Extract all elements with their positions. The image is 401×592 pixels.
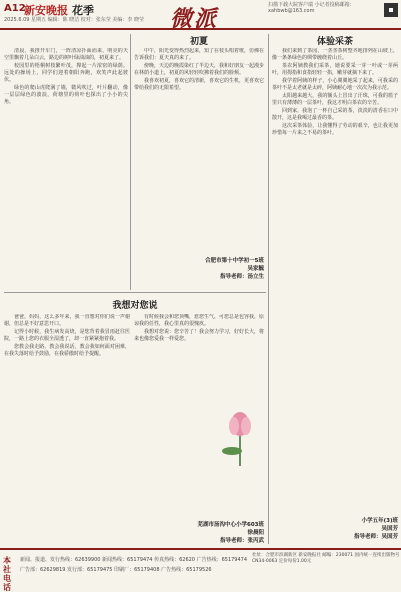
paragraph: 您教会我走路，教会我说话，教会我如何面对困难，在我失落时给予鼓励，在我骄傲时给予提醒。 bbox=[4, 344, 130, 357]
masthead bbox=[0, 0, 401, 30]
article-body bbox=[4, 48, 128, 288]
author-school: 小学五年(3)班 bbox=[361, 518, 398, 524]
article-body bbox=[4, 314, 130, 546]
footer-address: 社址：合肥市滨湖新区 新安晚报社 邮编：230071 国内统一连续出版物号 CN34-0063 定价每份1.00元 bbox=[252, 553, 400, 564]
author-name: 吴家毓 bbox=[247, 266, 264, 272]
author-teacher: 指导老师：张丙武 bbox=[219, 538, 264, 544]
article-title: 初夏 bbox=[189, 37, 208, 47]
footer-hotline: 新闻、报道、发行热线：62639900 新闻热线：65179474 传真热线：62620 广告热线：65179474 bbox=[20, 557, 248, 563]
author-teacher: 指导老师：汤立生 bbox=[219, 274, 264, 280]
paragraph: 校园里的梧桐树枝繁叶茂，撑起一片浓密的绿荫。远处的操场上，同学们迎着朝阳奔跑，欢笑声此起彼伏。 bbox=[4, 63, 128, 83]
footer-label: 本社电话 bbox=[3, 556, 11, 592]
newspaper-name: 新安晚报 bbox=[24, 4, 68, 17]
article-title: 我想对您说 bbox=[112, 301, 158, 311]
paragraph: 绿色的爬山虎爬满了墙，微风吹过，叶片翻动，像一层层绿色的波浪，荷塘里的荷叶也探出了小小的尖角。 bbox=[4, 85, 128, 105]
paragraph: 爸爸，妈妈，这么多年来，我一直想对你们说一声谢谢，但总是不好意思开口。 bbox=[4, 314, 130, 327]
paragraph: 傍晚，天边的晚霞染红了半边天，我和好朋友一起漫步在林荫小道上，初夏的风轻轻吹拂着我们的脸颊。 bbox=[134, 63, 264, 76]
page-number: A12 bbox=[4, 3, 26, 14]
author-school: 合肥市第十中学初一5班 bbox=[205, 258, 264, 264]
section-name: 花季 bbox=[72, 4, 94, 17]
article-title: 体验采茶 bbox=[316, 37, 353, 47]
author-name: 吴国芳 bbox=[381, 526, 398, 532]
article-divider bbox=[4, 292, 266, 293]
footer bbox=[0, 548, 401, 592]
column-divider bbox=[268, 34, 269, 544]
paragraph: 我喜欢初夏，喜欢它的清新，喜欢它的生机，更喜欢它带给我们的无限希望。 bbox=[134, 78, 264, 91]
author-school: 芜湖市汤沟中心小学603班 bbox=[197, 522, 264, 528]
article-body bbox=[272, 48, 398, 508]
paragraph: 清晨，我推开车门，一阵清凉扑面而来，明亮的天空里飘着几朵白云，路边的树叶绿油油的，初夏来了。 bbox=[4, 48, 128, 61]
paragraph: 我想对您说：您辛苦了！我会努力学习，好好长大，将来也像您爱我一样爱您。 bbox=[134, 329, 264, 342]
lotus-illustration-icon bbox=[220, 396, 260, 466]
paragraph: 我们来到了茶园，一垄垄茶树整齐地排列在山坡上，像一条条绿色的绸带缠绕着山丘。 bbox=[272, 48, 398, 61]
paragraph: 记得小时候，我生病发高烧，是您背着我冒雨赶往医院，一路上您的衣服全湿透了，却一直紧紧抱着我。 bbox=[4, 329, 130, 342]
paragraph: 中午，阳光变得热烈起来，知了在枝头唱着歌，仿佛在告诉我们：夏天真的来了。 bbox=[134, 48, 264, 61]
column-logo: 微派 bbox=[170, 6, 219, 32]
download-tip: 扫描下载大皖客户端 小记者投稿邮箱：xahbwb@163.com bbox=[268, 2, 355, 14]
paragraph: 回到家，我泡了一杯自己采的茶，淡淡的清香在口中散开，这是我喝过最香的茶。 bbox=[272, 108, 398, 121]
footer-contacts: 广告部：62629819 发行部：65179475 印刷厂：65179408 广告热线：65179526 bbox=[20, 567, 212, 573]
author-name: 徐晨阳 bbox=[247, 530, 264, 536]
column-divider bbox=[130, 34, 131, 290]
paragraph: 我学着阿姨的样子，小心翼翼地采了起来，可我采的茶叶不是太老就是太碎，阿姨耐心地一次次为我示范。 bbox=[272, 78, 398, 91]
paragraph: 这次采茶体验，让我懂得了劳动的艰辛，也让我更加珍惜每一片来之不易的茶叶。 bbox=[272, 123, 398, 136]
author-teacher: 指导老师：吴国芳 bbox=[353, 534, 398, 540]
qr-code-icon[interactable] bbox=[384, 3, 398, 17]
paragraph: 太阳越来越大，我的额头上冒出了汗珠，可我的篮子里只有薄薄的一层茶叶，我这才明白茶农的辛苦。 bbox=[272, 93, 398, 106]
article-body bbox=[134, 48, 264, 248]
paragraph: 茶农阿姨教我们采茶，她说要采一芽一叶或一芽两叶，用拇指和食指轻轻一掐，嫩芽就摘下来了。 bbox=[272, 63, 398, 76]
edition-meta: 2025.6.09 星期五 编辑：陈 晓洁 校对：张东莹 美编：李 晓莹 bbox=[4, 17, 144, 23]
paragraph: 有时候我会和您顶嘴，惹您生气，可您总是包容我，原谅我的任性，我心里真的很愧疚。 bbox=[134, 314, 264, 327]
